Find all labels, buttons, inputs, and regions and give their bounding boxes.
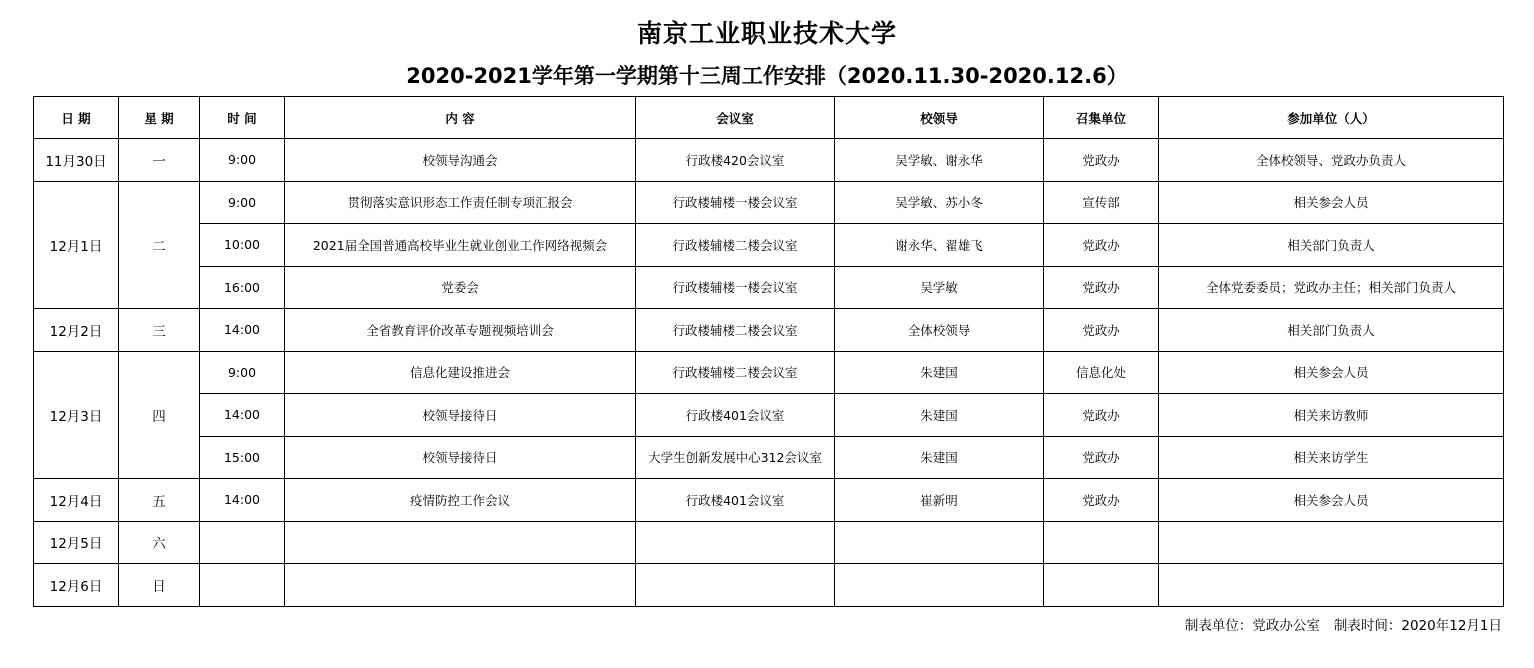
table-row bbox=[34, 181, 1504, 224]
organizer-cell: 党政办 bbox=[1044, 224, 1159, 267]
document-title: 南京工业职业技术大学 bbox=[636, 19, 897, 48]
time-cell: 9:00 bbox=[200, 139, 285, 182]
time-cell: 14:00 bbox=[200, 309, 285, 352]
leader-cell: 吴学敏、苏小冬 bbox=[835, 181, 1044, 224]
leader-cell: 朱建国 bbox=[835, 436, 1044, 479]
header-time: 时 间 bbox=[200, 97, 285, 139]
room-cell: 行政楼420会议室 bbox=[636, 139, 835, 182]
organizer-cell: 党政办 bbox=[1044, 139, 1159, 182]
organizer-cell: 党政办 bbox=[1044, 479, 1159, 522]
time-cell: 14:00 bbox=[200, 479, 285, 522]
date-cell: 12月5日 bbox=[34, 521, 119, 564]
room-cell: 大学生创新发展中心312会议室 bbox=[636, 436, 835, 479]
participants-cell: 相关参会人员 bbox=[1159, 181, 1504, 224]
participants-cell: 相关部门负责人 bbox=[1159, 224, 1504, 267]
content-cell bbox=[285, 564, 636, 607]
organizer-cell: 党政办 bbox=[1044, 266, 1159, 309]
room-cell bbox=[636, 521, 835, 564]
participants-cell: 相关部门负责人 bbox=[1159, 309, 1504, 352]
organizer-cell: 党政办 bbox=[1044, 436, 1159, 479]
header-date: 日 期 bbox=[34, 97, 119, 139]
room-cell: 行政楼辅楼二楼会议室 bbox=[636, 351, 835, 394]
table-row bbox=[34, 351, 1504, 394]
room-cell: 行政楼辅楼一楼会议室 bbox=[636, 266, 835, 309]
room-cell bbox=[636, 564, 835, 607]
room-cell: 行政楼辅楼二楼会议室 bbox=[636, 224, 835, 267]
table-row bbox=[34, 479, 1504, 522]
footer-maker: 制表单位：党政办公室 bbox=[1184, 618, 1320, 634]
leader-cell: 谢永华、翟雄飞 bbox=[835, 224, 1044, 267]
date-cell: 12月1日 bbox=[34, 181, 119, 309]
date-cell: 12月6日 bbox=[34, 564, 119, 607]
content-cell: 2021届全国普通高校毕业生就业创业工作网络视频会 bbox=[285, 224, 636, 267]
content-cell: 校领导接待日 bbox=[285, 394, 636, 437]
date-cell: 12月4日 bbox=[34, 479, 119, 522]
leader-cell bbox=[835, 564, 1044, 607]
table-row bbox=[34, 521, 1504, 564]
room-cell: 行政楼401会议室 bbox=[636, 394, 835, 437]
room-cell: 行政楼401会议室 bbox=[636, 479, 835, 522]
footer-made-time: 制表时间：2020年12月1日 bbox=[1333, 618, 1502, 634]
leader-cell bbox=[835, 521, 1044, 564]
leader-cell: 朱建国 bbox=[835, 351, 1044, 394]
footer bbox=[1185, 616, 1502, 636]
content-cell bbox=[285, 521, 636, 564]
leader-cell: 吴学敏 bbox=[835, 266, 1044, 309]
schedule-body bbox=[34, 139, 1504, 607]
leader-cell: 崔新明 bbox=[835, 479, 1044, 522]
content-cell: 全省教育评价改革专题视频培训会 bbox=[285, 309, 636, 352]
organizer-cell: 党政办 bbox=[1044, 309, 1159, 352]
table-row bbox=[34, 224, 1504, 267]
time-cell: 16:00 bbox=[200, 266, 285, 309]
room-cell: 行政楼辅楼二楼会议室 bbox=[636, 309, 835, 352]
participants-cell: 全体党委委员；党政办主任；相关部门负责人 bbox=[1159, 266, 1504, 309]
header-leader: 校领导 bbox=[835, 97, 1044, 139]
participants-cell: 相关参会人员 bbox=[1159, 479, 1504, 522]
header-row bbox=[34, 97, 1504, 139]
table-row bbox=[34, 394, 1504, 437]
header-content: 内 容 bbox=[285, 97, 636, 139]
time-cell: 14:00 bbox=[200, 394, 285, 437]
time-cell: 15:00 bbox=[200, 436, 285, 479]
organizer-cell: 党政办 bbox=[1044, 394, 1159, 437]
organizer-cell bbox=[1044, 521, 1159, 564]
organizer-cell: 宣传部 bbox=[1044, 181, 1159, 224]
participants-cell: 全体校领导、党政办负责人 bbox=[1159, 139, 1504, 182]
table-row bbox=[34, 436, 1504, 479]
table-row bbox=[34, 564, 1504, 607]
content-cell: 疫情防控工作会议 bbox=[285, 479, 636, 522]
content-cell: 贯彻落实意识形态工作责任制专项汇报会 bbox=[285, 181, 636, 224]
weekday-cell: 四 bbox=[119, 351, 200, 479]
date-cell: 11月30日 bbox=[34, 139, 119, 182]
leader-cell: 吴学敏、谢永华 bbox=[835, 139, 1044, 182]
table-row bbox=[34, 309, 1504, 352]
time-cell bbox=[200, 564, 285, 607]
content-cell: 党委会 bbox=[285, 266, 636, 309]
table-row bbox=[34, 266, 1504, 309]
schedule-table bbox=[33, 96, 1504, 607]
time-cell: 9:00 bbox=[200, 181, 285, 224]
content-cell: 校领导接待日 bbox=[285, 436, 636, 479]
weekday-cell: 二 bbox=[119, 181, 200, 309]
weekday-cell: 一 bbox=[119, 139, 200, 182]
leader-cell: 全体校领导 bbox=[835, 309, 1044, 352]
date-cell: 12月3日 bbox=[34, 351, 119, 479]
document-subtitle: 2020-2021学年第一学期第十三周工作安排（2020.11.30-2020.12.6） bbox=[406, 64, 1128, 88]
header-room: 会议室 bbox=[636, 97, 835, 139]
participants-cell bbox=[1159, 564, 1504, 607]
weekday-cell: 六 bbox=[119, 521, 200, 564]
header-weekday: 星 期 bbox=[119, 97, 200, 139]
weekday-cell: 五 bbox=[119, 479, 200, 522]
weekday-cell: 日 bbox=[119, 564, 200, 607]
participants-cell: 相关来访学生 bbox=[1159, 436, 1504, 479]
header-organizer: 召集单位 bbox=[1044, 97, 1159, 139]
weekday-cell: 三 bbox=[119, 309, 200, 352]
participants-cell bbox=[1159, 521, 1504, 564]
participants-cell: 相关参会人员 bbox=[1159, 351, 1504, 394]
content-cell: 信息化建设推进会 bbox=[285, 351, 636, 394]
time-cell: 9:00 bbox=[200, 351, 285, 394]
room-cell: 行政楼辅楼一楼会议室 bbox=[636, 181, 835, 224]
organizer-cell: 信息化处 bbox=[1044, 351, 1159, 394]
date-cell: 12月2日 bbox=[34, 309, 119, 352]
header-participants: 参加单位（人） bbox=[1159, 97, 1504, 139]
leader-cell: 朱建国 bbox=[835, 394, 1044, 437]
time-cell: 10:00 bbox=[200, 224, 285, 267]
time-cell bbox=[200, 521, 285, 564]
content-cell: 校领导沟通会 bbox=[285, 139, 636, 182]
organizer-cell bbox=[1044, 564, 1159, 607]
table-row bbox=[34, 139, 1504, 182]
participants-cell: 相关来访教师 bbox=[1159, 394, 1504, 437]
